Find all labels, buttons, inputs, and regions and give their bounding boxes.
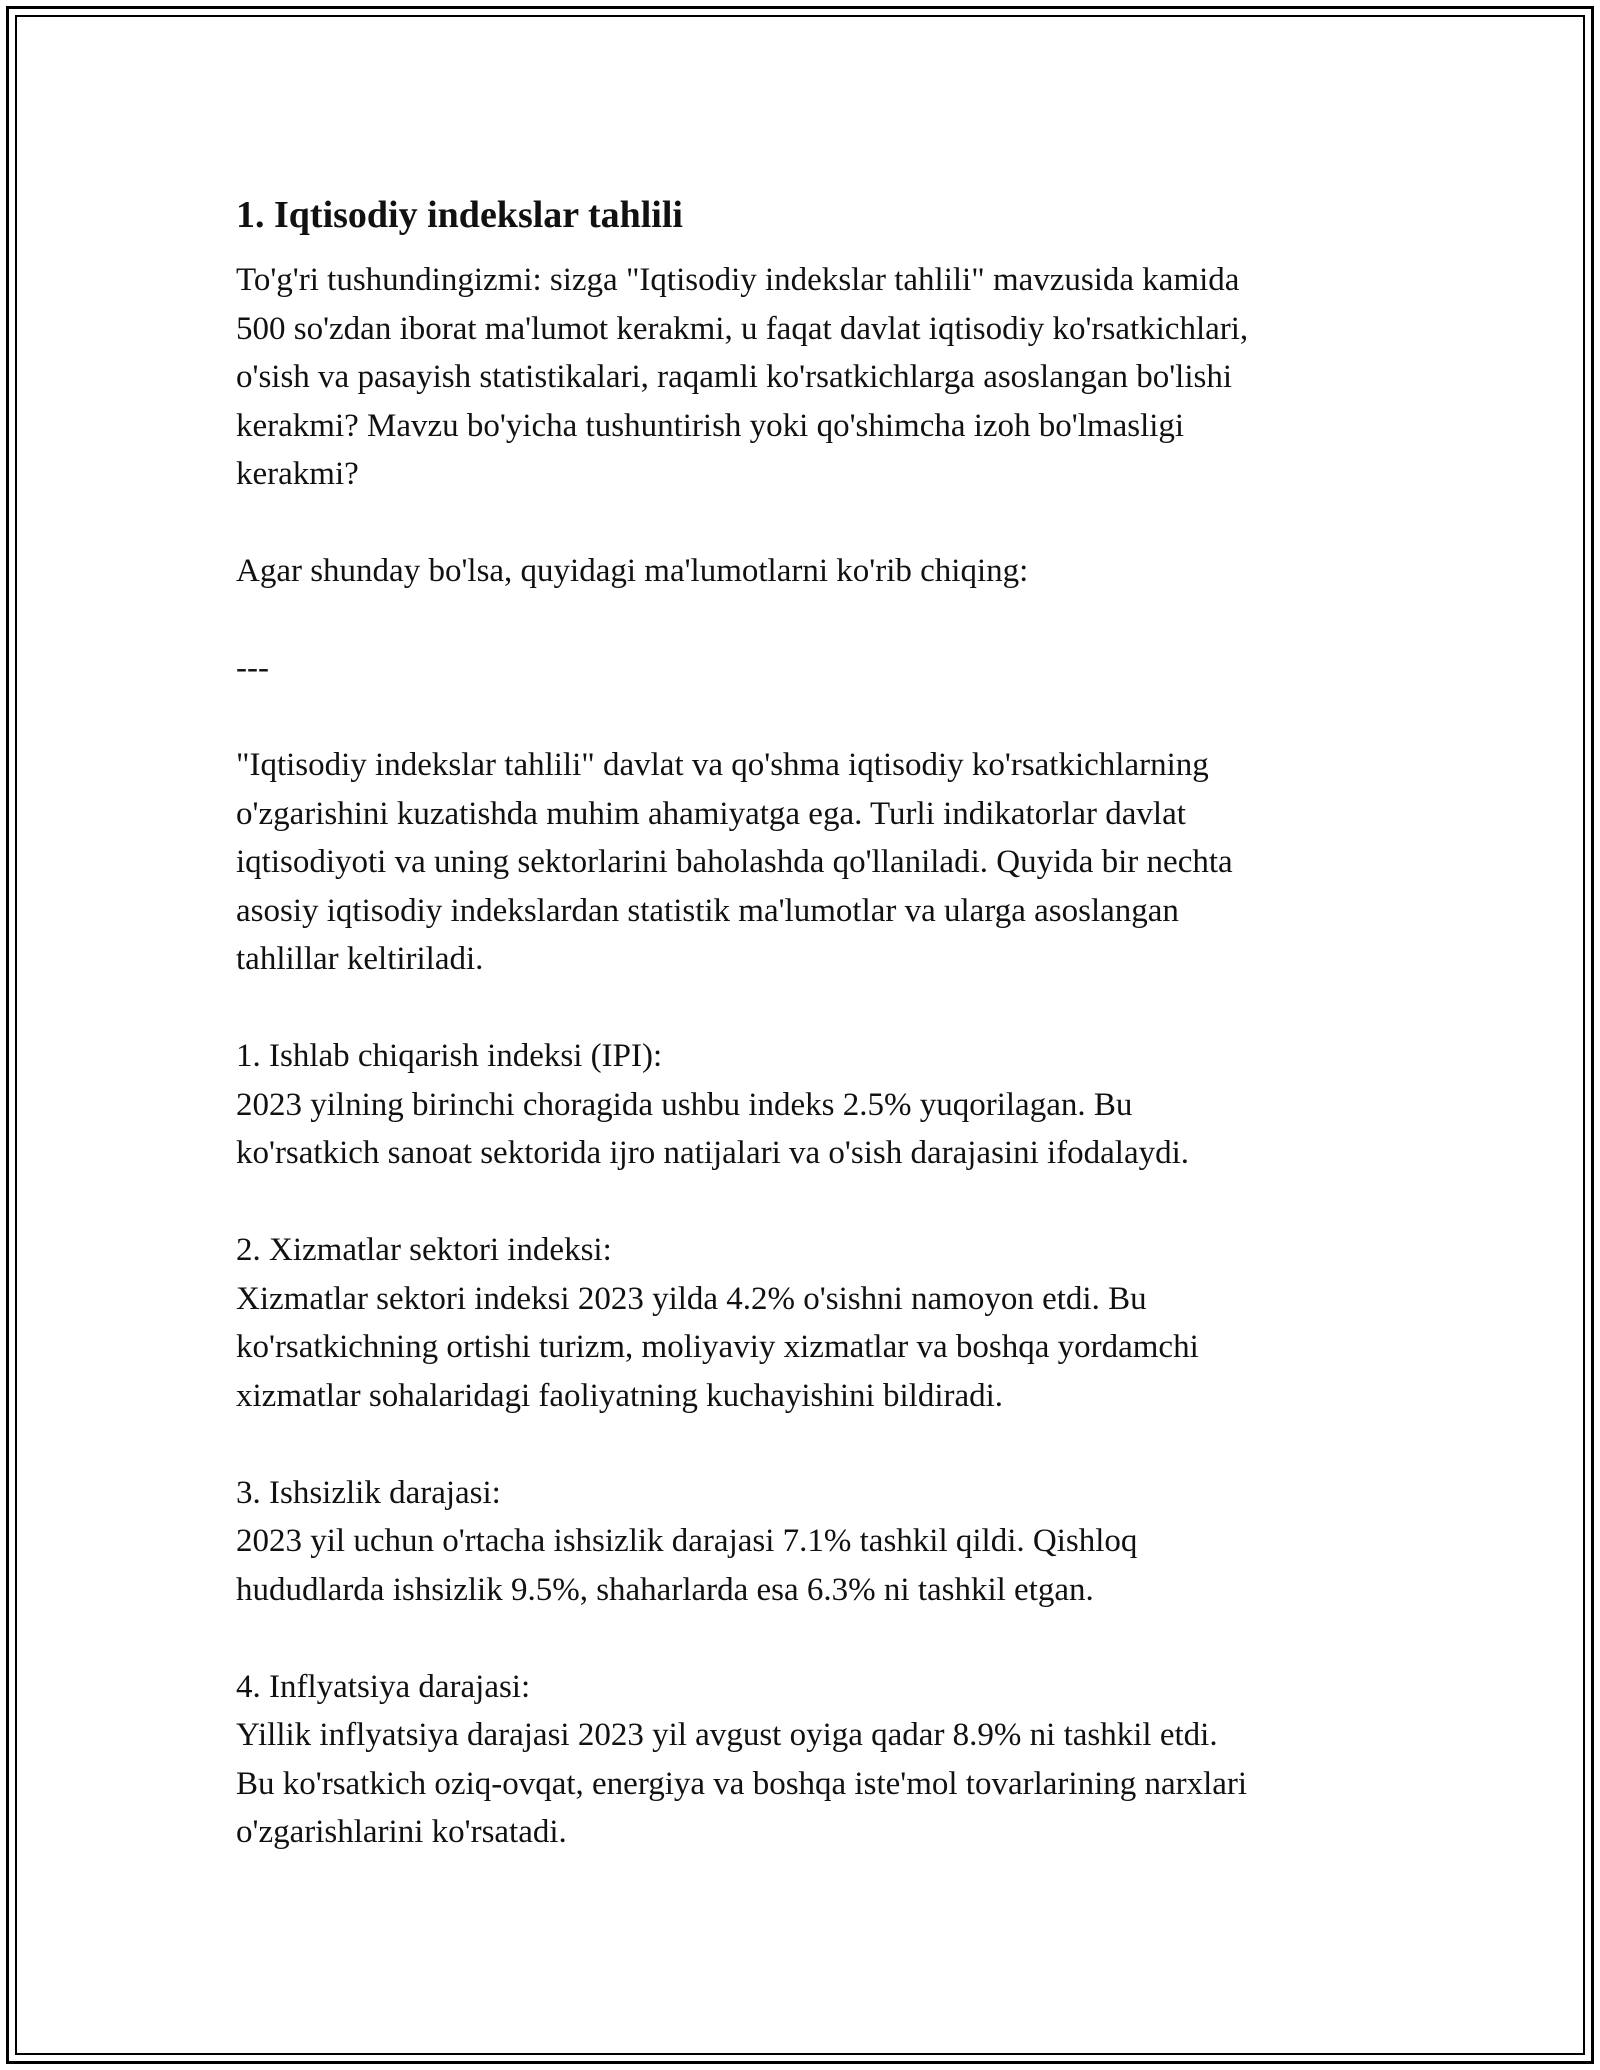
overview-line: tahlillar keltiriladi. <box>236 941 484 977</box>
overview-line: asosiy iqtisodiy indekslardan statistik ma'lumotlar va ularga asoslangan <box>236 892 1179 929</box>
section-line: 2023 yilning birinchi choragida ushbu indeks 2.5% yuqorilagan. Bu <box>236 1086 1133 1123</box>
document-title: 1. Iqtisodiy indekslar tahlili <box>236 194 683 236</box>
intro-line: kerakmi? <box>236 456 359 492</box>
overview-paragraph <box>236 741 1376 984</box>
separator-line: --- <box>236 650 269 686</box>
intro-line: kerakmi? Mavzu bo'yicha tushuntirish yoki qo'shimcha izoh bo'lmasligi <box>236 407 1185 444</box>
blank-line <box>236 693 1376 742</box>
blank-line <box>236 1614 1376 1663</box>
intro-line: To'g'ri tushundingizmi: sizga "Iqtisodiy indekslar tahlili" mavzusida kamida <box>236 262 1240 298</box>
intro-line: o'sish va pasayish statistikalari, raqamli ko'rsatkichlarga asoslangan bo'lishi <box>236 359 1233 395</box>
blank-line <box>236 499 1376 548</box>
section-unemployment <box>236 1469 1376 1615</box>
section-heading: 2. Xizmatlar sektori indeksi: <box>236 1232 612 1268</box>
section-line: 2023 yil uchun o'rtacha ishsizlik darajasi 7.1% tashkil qildi. Qishloq <box>236 1523 1138 1559</box>
document-body <box>236 186 1376 1857</box>
section-line: Yillik inflyatsiya darajasi 2023 yil avgust oyiga qadar 8.9% ni tashkil etdi. <box>236 1717 1218 1753</box>
section-heading: 3. Ishsizlik darajasi: <box>236 1474 501 1511</box>
blank-line <box>236 984 1376 1033</box>
section-heading: 1. Ishlab chiqarish indeksi (IPI): <box>236 1038 663 1074</box>
section-line: Xizmatlar sektori indeksi 2023 yilda 4.2% o'sishni namoyon etdi. Bu <box>236 1280 1147 1317</box>
section-line: ko'rsatkichning ortishi turizm, moliyaviy xizmatlar va boshqa yordamchi <box>236 1329 1199 1365</box>
section-ipi <box>236 1032 1376 1178</box>
section-heading: 4. Inflyatsiya darajasi: <box>236 1668 531 1705</box>
section-line: hududlarda ishsizlik 9.5%, shaharlarda esa 6.3% ni tashkil etgan. <box>236 1571 1094 1608</box>
overview-line: "Iqtisodiy indekslar tahlili" davlat va qo'shma iqtisodiy ko'rsatkichlarning <box>236 747 1209 783</box>
section-line: xizmatlar sohalaridagi faoliyatning kuchayishini bildiradi. <box>236 1377 1004 1414</box>
blank-line <box>236 596 1376 645</box>
blank-line <box>236 1178 1376 1227</box>
section-line: ko'rsatkich sanoat sektorida ijro natijalari va o'sish darajasini ifodalaydi. <box>236 1135 1190 1171</box>
section-inflation <box>236 1663 1376 1857</box>
section-line: Bu ko'rsatkich oziq-ovqat, energiya va boshqa iste'mol tovarlarining narxlari <box>236 1765 1248 1802</box>
section-services <box>236 1226 1376 1420</box>
intro-paragraph <box>236 256 1376 499</box>
overview-line: o'zgarishini kuzatishda muhim ahamiyatga ega. Turli indikatorlar davlat <box>236 795 1186 832</box>
lead-in-line: Agar shunday bo'lsa, quyidagi ma'lumotlarni ko'rib chiqing: <box>236 553 1029 589</box>
intro-line: 500 so'zdan iborat ma'lumot kerakmi, u faqat davlat iqtisodiy ko'rsatkichlari, <box>236 310 1249 347</box>
overview-line: iqtisodiyoti va uning sektorlarini baholashda qo'llaniladi. Quyida bir nechta <box>236 844 1233 880</box>
blank-line <box>236 1420 1376 1469</box>
section-line: o'zgarishlarini ko'rsatadi. <box>236 1814 567 1850</box>
